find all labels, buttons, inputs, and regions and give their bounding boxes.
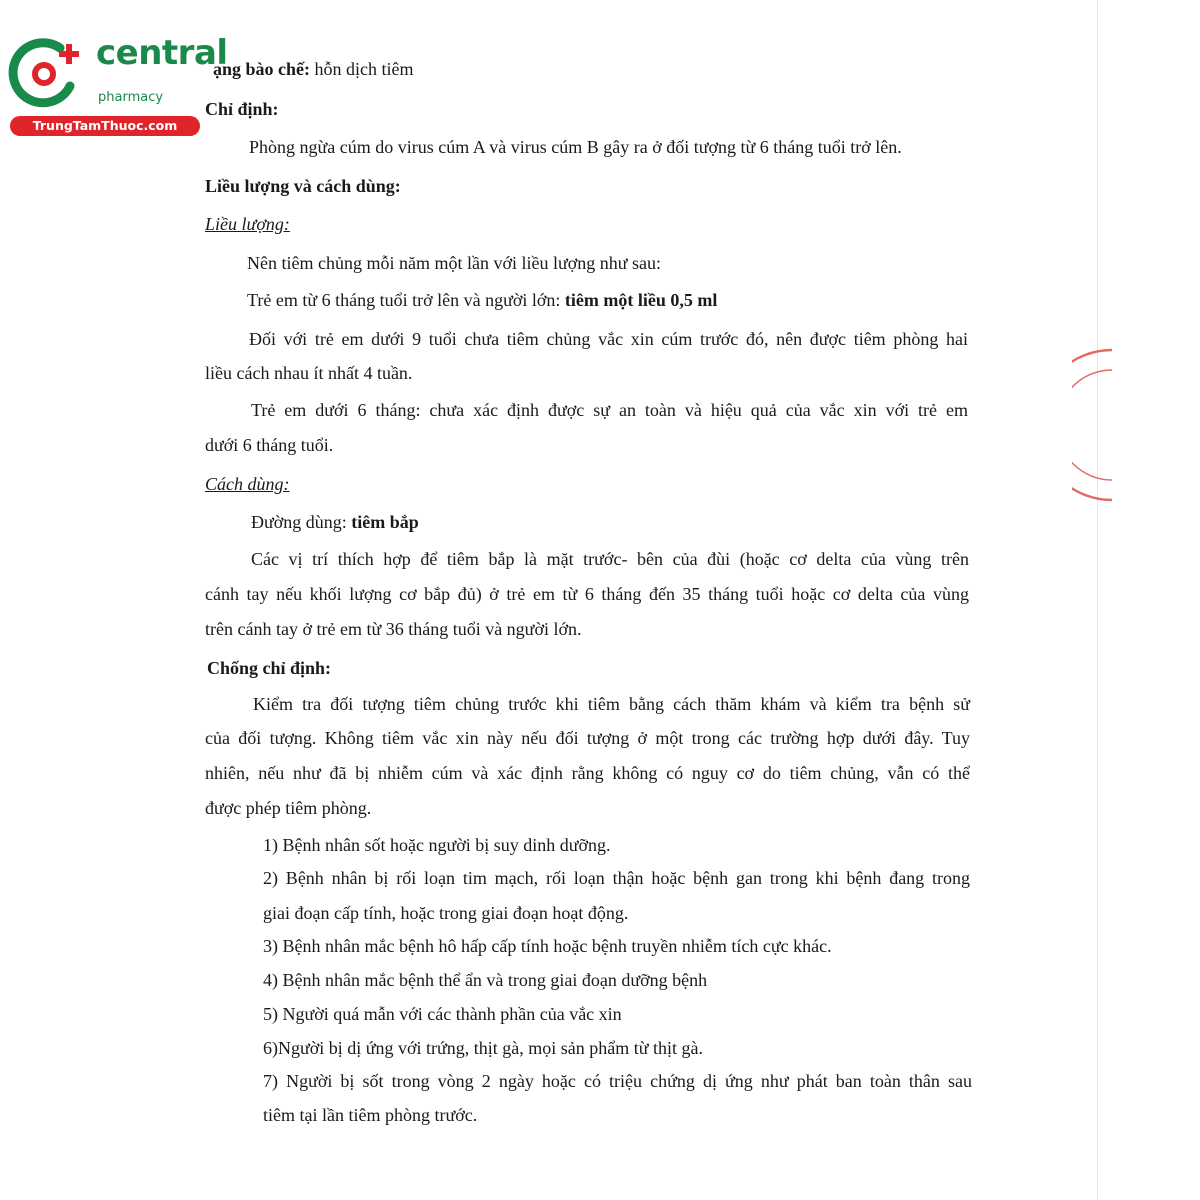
logo-brand: central — [96, 33, 228, 73]
check-line-d: được phép tiêm phòng. — [205, 798, 372, 818]
site-line-a: Các vị trí thích hợp để tiêm bắp là mặt trước- bên của đùi (hoặc cơ delta của vùng trên — [251, 549, 969, 569]
dosage-usage-heading: Liều lượng và cách dùng: — [205, 176, 401, 196]
dosage-subheading: Liều lượng: — [205, 214, 290, 234]
dosage-line-1: Nên tiêm chủng mỗi năm một lần với liều lượng như sau: — [247, 253, 661, 273]
dosage-line-3a: Đối với trẻ em dưới 9 tuổi chưa tiêm chủng vắc xin cúm trước đó, nên được tiêm phòng hai — [249, 329, 968, 349]
contra-item-2b: giai đoạn cấp tính, hoặc trong giai đoạn hoạt động. — [263, 903, 629, 923]
contra-item-5: 5) Người quá mẫn với các thành phần của vắc xin — [263, 1004, 622, 1024]
route-text: Đường dùng: — [251, 512, 352, 532]
dosage-line-2-text: Trẻ em từ 6 tháng tuổi trở lên và người lớn: — [247, 290, 565, 310]
contra-item-7b: tiêm tại lần tiêm phòng trước. — [263, 1105, 478, 1125]
dosage-line-2-bold: tiêm một liều 0,5 ml — [564, 290, 718, 310]
contra-item-4: 4) Bệnh nhân mắc bệnh thể ẩn và trong giai đoạn dưỡng bệnh — [263, 970, 708, 990]
site-line-c: trên cánh tay ở trẻ em từ 36 tháng tuổi và người lớn. — [205, 619, 582, 639]
check-line-a: Kiểm tra đối tượng tiêm chủng trước khi tiêm bằng cách thăm khám và kiểm tra bệnh sử — [253, 694, 970, 714]
logo-banner: TrungTamThuoc.com — [10, 116, 200, 136]
dosage-line-4b: dưới 6 tháng tuổi. — [205, 435, 334, 455]
logo-subtitle: pharmacy — [98, 90, 164, 105]
route-line — [251, 511, 419, 533]
route-bold: tiêm bắp — [351, 512, 419, 532]
dosage-line-4a: Trẻ em dưới 6 tháng: chưa xác định được sự an toàn và hiệu quả của vắc xin với trẻ em — [251, 400, 968, 420]
site-line-b: cánh tay nếu khối lượng cơ bắp đủ) ở trẻ em từ 6 tháng đến 35 tháng tuổi hoặc cơ delta của vùng — [205, 584, 969, 604]
page-edge — [1097, 0, 1098, 1200]
dosage-line-3b: liều cách nhau ít nhất 4 tuần. — [205, 363, 413, 383]
contra-item-7a: 7) Người bị sốt trong vòng 2 ngày hoặc có triệu chứng dị ứng như phát ban toàn thân sau — [263, 1071, 972, 1091]
logo-mark-icon — [8, 36, 88, 114]
check-line-c: nhiên, nếu như đã bị nhiễm cúm và xác định rằng không có nguy cơ do tiêm chủng, vẫn có thể — [205, 763, 970, 783]
contra-item-6: 6)Người bị dị ứng với trứng, thịt gà, mọi sản phẩm từ thịt gà. — [263, 1038, 704, 1058]
contra-item-3: 3) Bệnh nhân mắc bệnh hô hấp cấp tính hoặc bệnh truyền nhiễm tích cực khác. — [263, 936, 832, 956]
red-stamp-icon — [1072, 340, 1112, 510]
indication-heading: Chỉ định: — [205, 99, 279, 119]
dosage-form-label: ạng bào chế: — [213, 59, 311, 79]
contraindication-heading: Chống chỉ định: — [207, 658, 332, 678]
contra-item-1: 1) Bệnh nhân sốt hoặc người bị suy dinh dưỡng. — [263, 835, 611, 855]
dosage-form-line — [213, 58, 414, 80]
indication-text: Phòng ngừa cúm do virus cúm A và virus cúm B gây ra ở đối tượng từ 6 tháng tuổi trở lên. — [249, 137, 902, 157]
check-line-b: của đối tượng. Không tiêm vắc xin này nếu đối tượng ở một trong các trường hợp dưới đây. Tuy — [205, 728, 970, 748]
dosage-form-value: hỗn dịch tiêm — [310, 59, 414, 79]
central-pharmacy-logo — [8, 33, 228, 138]
contra-item-2a: 2) Bệnh nhân bị rối loạn tim mạch, rối loạn thận hoặc bệnh gan trong khi bệnh đang trong — [263, 868, 970, 888]
dosage-line-2 — [247, 289, 717, 311]
usage-subheading: Cách dùng: — [205, 474, 290, 494]
